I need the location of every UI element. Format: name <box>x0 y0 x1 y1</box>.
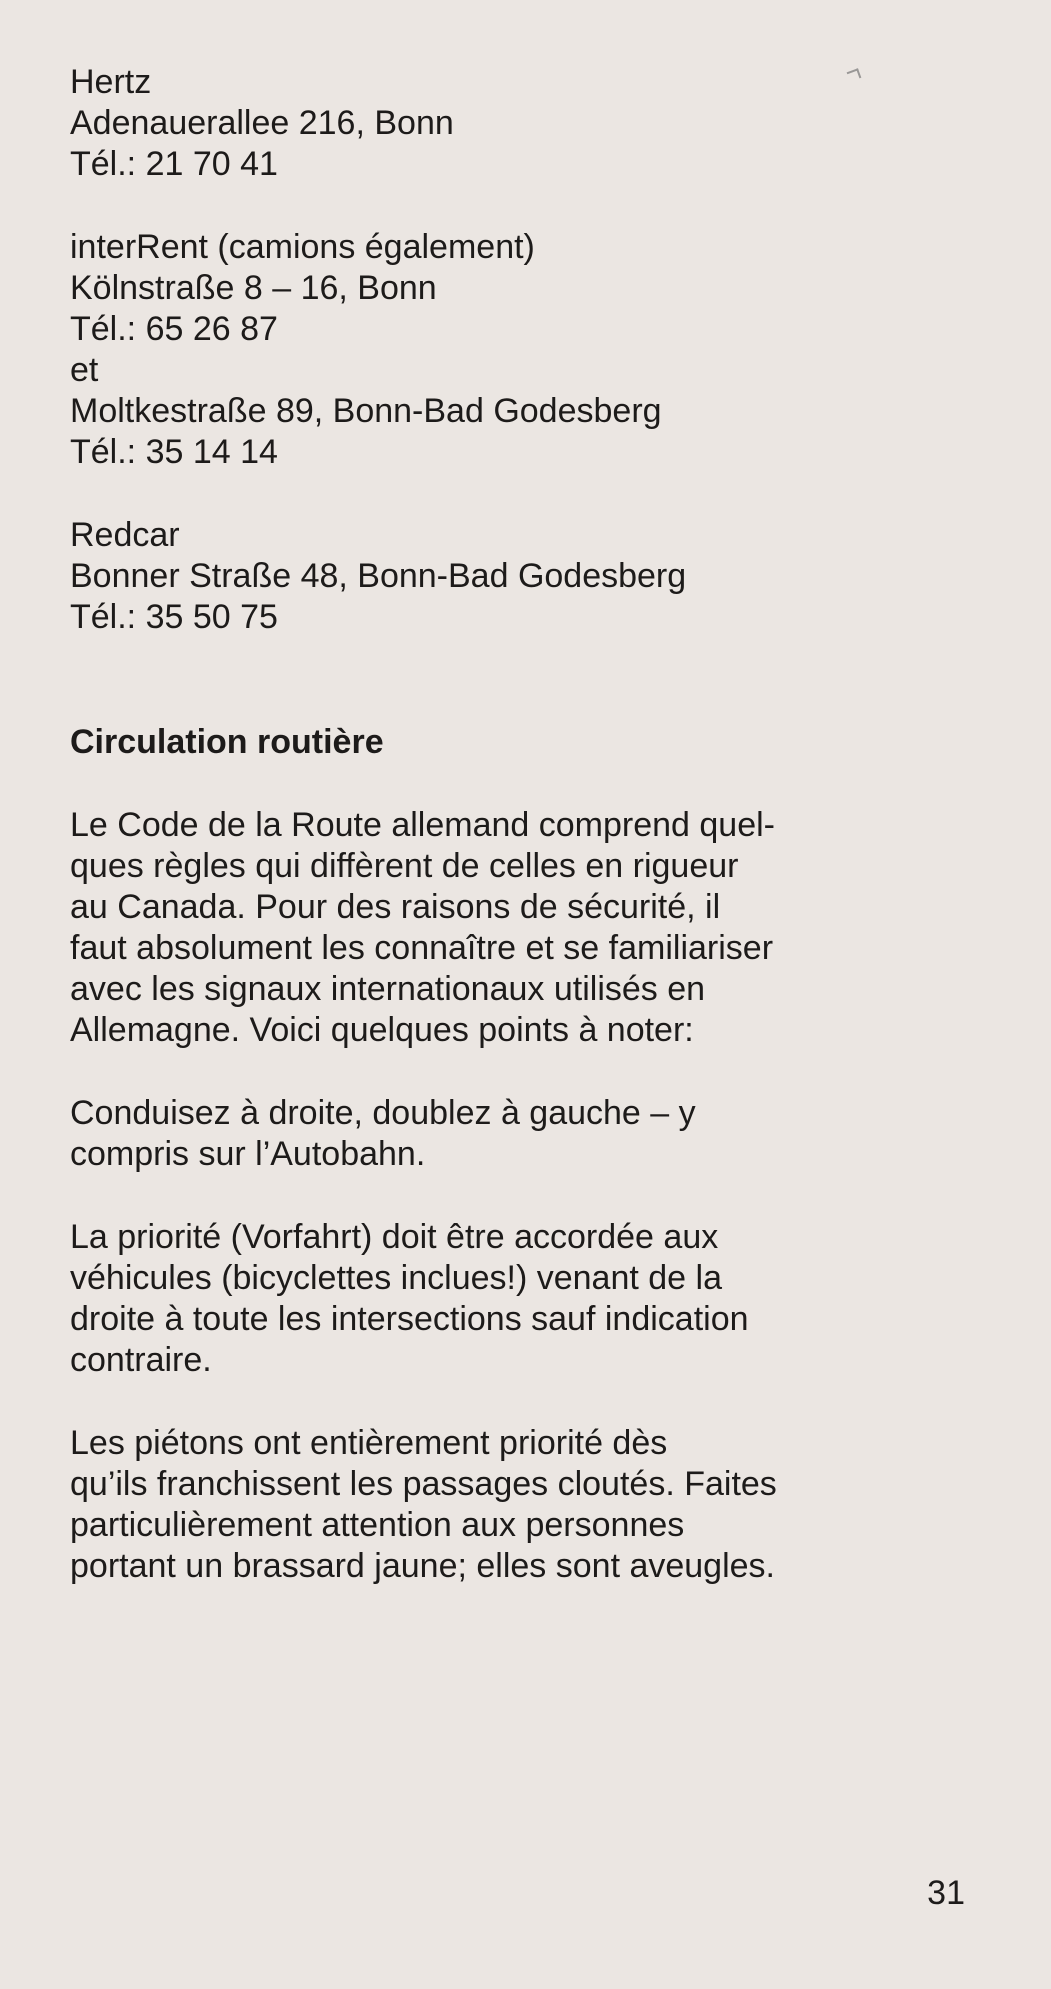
contact-name: Hertz <box>70 63 152 101</box>
contact-connector: et <box>70 351 99 389</box>
contact-address: Adenauerallee 216, Bonn <box>70 104 454 142</box>
paragraph-line: La priorité (Vorfahrt) doit être accordée aux <box>70 1218 719 1256</box>
paragraph-line: Le Code de la Route allemand comprend quel- <box>70 806 776 844</box>
spacer <box>70 1381 980 1423</box>
contact-phone: Tél.: 21 70 41 <box>70 145 278 183</box>
contact-block-interrent <box>70 227 980 473</box>
paragraph-line: faut absolument les connaître et se familiariser <box>70 929 774 967</box>
spacer <box>70 763 980 805</box>
contact-block-redcar <box>70 515 980 638</box>
paragraph-line: qu’ils franchissent les passages cloutés. Faites <box>70 1465 777 1503</box>
spacer <box>70 1175 980 1217</box>
paragraph-line: particulièrement attention aux personnes <box>70 1506 685 1544</box>
page-number: 31 <box>927 1874 965 1912</box>
contact-block-hertz <box>70 62 980 185</box>
paragraph-intro <box>70 805 980 1051</box>
paragraph-line: portant un brassard jaune; elles sont aveugles. <box>70 1547 776 1585</box>
paragraph-line: compris sur l’Autobahn. <box>70 1135 426 1173</box>
page-content <box>70 62 980 1587</box>
contact-name: interRent (camions également) <box>70 228 535 266</box>
paragraph-priority <box>70 1217 980 1381</box>
contact-phone-secondary: Tél.: 35 14 14 <box>70 433 278 471</box>
paragraph-line: contraire. <box>70 1341 212 1379</box>
paragraph-pedestrians <box>70 1423 980 1587</box>
section-heading: Circulation routière <box>70 723 384 761</box>
spacer <box>70 1051 980 1093</box>
spacer <box>70 185 980 227</box>
contact-phone: Tél.: 65 26 87 <box>70 310 278 348</box>
contact-address-secondary: Moltkestraße 89, Bonn-Bad Godesberg <box>70 392 662 430</box>
contact-address: Bonner Straße 48, Bonn-Bad Godesberg <box>70 557 687 595</box>
paragraph-line: Les piétons ont entièrement priorité dès <box>70 1424 668 1462</box>
paragraph-line: ques règles qui diffèrent de celles en rigueur <box>70 847 739 885</box>
contact-address: Kölnstraße 8 – 16, Bonn <box>70 269 437 307</box>
paragraph-line: au Canada. Pour des raisons de sécurité, il <box>70 888 721 926</box>
spacer <box>70 638 980 722</box>
contact-name: Redcar <box>70 516 180 554</box>
paragraph-line: Conduisez à droite, doublez à gauche – y <box>70 1094 696 1132</box>
paragraph-line: droite à toute les intersections sauf indication <box>70 1300 749 1338</box>
contact-phone: Tél.: 35 50 75 <box>70 598 278 636</box>
paragraph-line: véhicules (bicyclettes inclues!) venant de la <box>70 1259 722 1297</box>
paragraph-line: avec les signaux internationaux utilisés en <box>70 970 706 1008</box>
spacer <box>70 473 980 515</box>
paragraph-line: Allemagne. Voici quelques points à noter: <box>70 1011 694 1049</box>
paragraph-driving <box>70 1093 980 1175</box>
